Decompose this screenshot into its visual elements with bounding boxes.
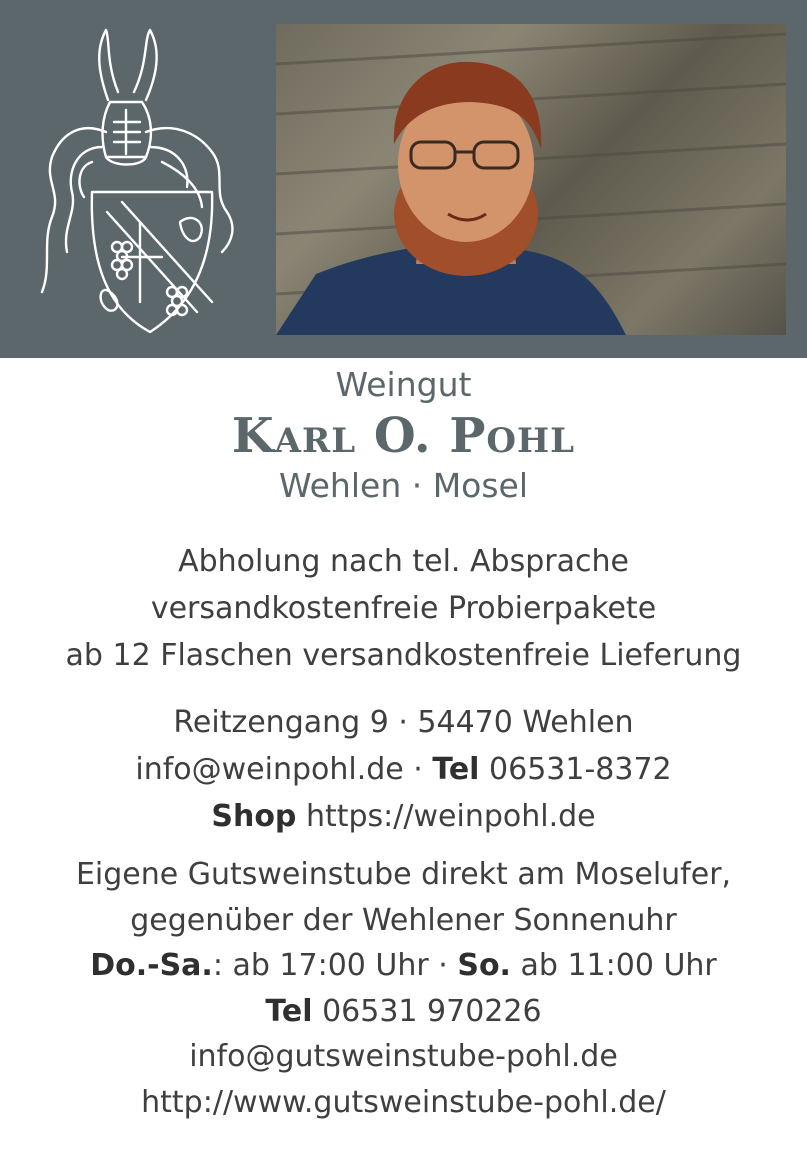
days2-label: So. xyxy=(457,948,511,983)
winery-name: Karl O. Pohl xyxy=(231,408,576,464)
days1-label: Do.-Sa. xyxy=(90,948,213,983)
weinstube-email-link[interactable]: info@gutsweinstube-pohl.de xyxy=(189,1039,618,1074)
contact-section xyxy=(0,699,807,840)
weinstube-line2: gegenüber der Wehlener Sonnenuhr xyxy=(130,902,677,938)
weinstube-website-link[interactable]: http://www.gutsweinstube-pohl.de/ xyxy=(141,1084,666,1120)
shop-line xyxy=(0,793,807,840)
tel-number[interactable]: 06531-8372 xyxy=(489,752,672,787)
weinstube-line1: Eigene Gutsweinstube direkt am Moselufer, xyxy=(75,857,732,892)
address: Reitzengang 9 · 54470 Wehlen xyxy=(173,705,634,740)
header-banner xyxy=(0,0,807,358)
email-link[interactable]: info@weinpohl.de xyxy=(135,752,404,787)
tel-label: Tel xyxy=(432,752,480,787)
coat-of-arms-logo xyxy=(22,22,252,342)
days1-hours: : ab 17:00 Uhr · xyxy=(212,948,458,983)
weinstube-tel[interactable]: 06531 970226 xyxy=(322,993,542,1029)
winery-location: Wehlen · Mosel xyxy=(278,466,529,505)
weinstube-tel-line xyxy=(0,989,807,1035)
offer-sample-packs: versandkostenfreie Probierpakete xyxy=(150,591,657,626)
offer-free-delivery: ab 12 Flaschen versandkostenfreie Lieferung xyxy=(65,638,742,673)
winery-brand xyxy=(0,362,807,508)
separator: · xyxy=(403,752,433,787)
offers-section xyxy=(0,538,807,679)
portrait-photo xyxy=(276,24,786,335)
weinstube-tel-label: Tel xyxy=(265,993,313,1029)
offer-pickup: Abholung nach tel. Absprache xyxy=(178,544,629,579)
days2-hours: ab 11:00 Uhr xyxy=(510,948,717,983)
shop-link[interactable]: https://weinpohl.de xyxy=(305,799,596,834)
email-tel-line xyxy=(0,746,807,793)
brand-prefix: Weingut xyxy=(335,365,472,404)
opening-hours xyxy=(0,943,807,989)
shop-label: Shop xyxy=(211,799,297,834)
weinstube-section xyxy=(0,852,807,1125)
